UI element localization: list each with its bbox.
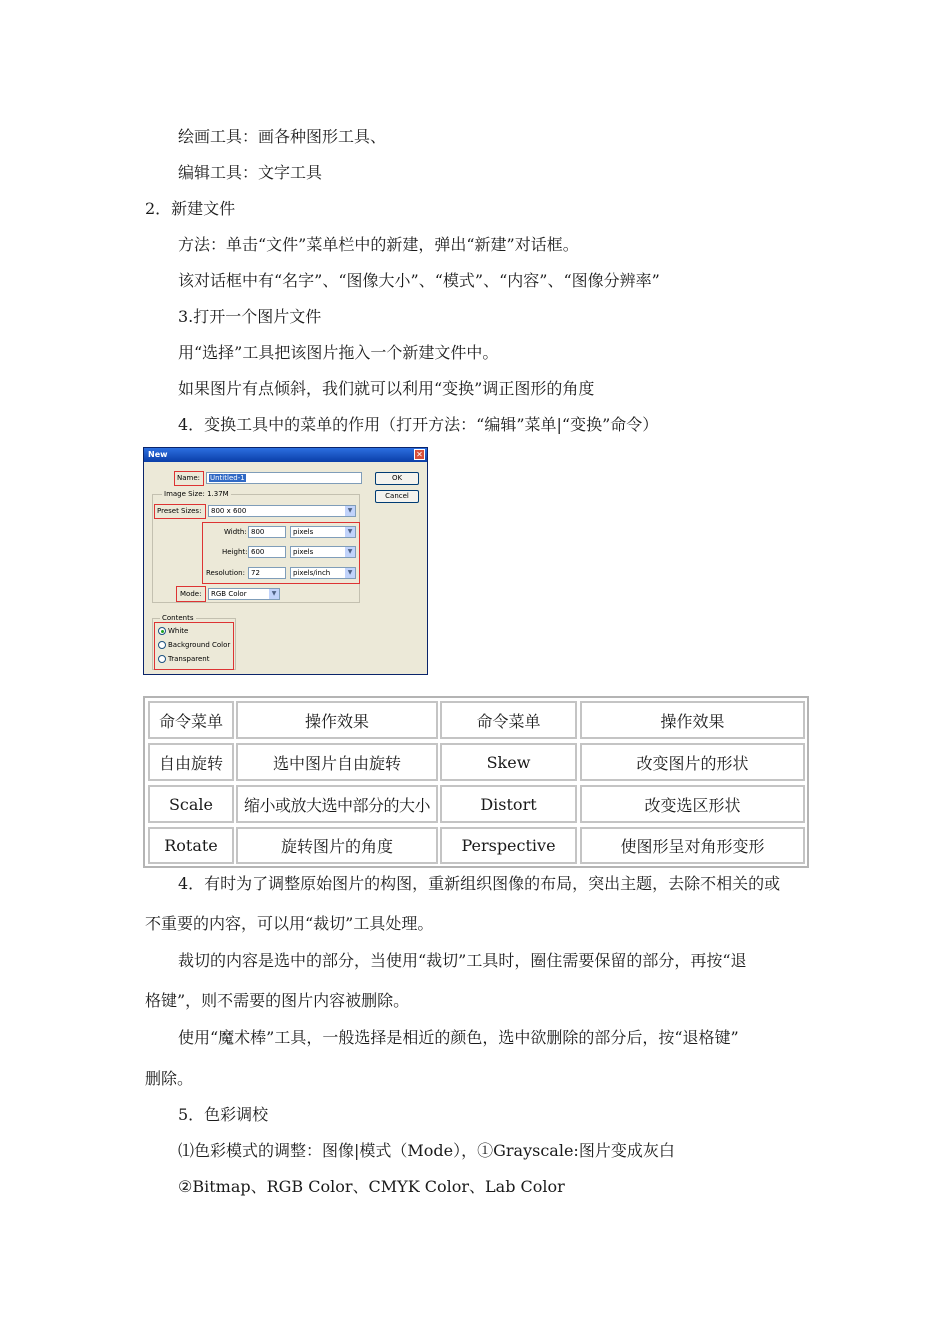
heading-open-image: 3.打开一个图片文件 <box>178 307 322 326</box>
heading-color-adjust: 5．色彩调校 <box>178 1105 269 1124</box>
cancel-button: Cancel <box>375 490 419 503</box>
chevron-down-icon: ▼ <box>345 527 355 537</box>
header-cell: 操作效果 <box>580 701 805 739</box>
height-field: 600 <box>248 546 286 558</box>
table-cell: Rotate <box>148 827 234 864</box>
close-icon: ✕ <box>414 449 425 460</box>
name-field: Untitled-1 <box>206 472 362 484</box>
radio-white: White <box>158 627 188 635</box>
paragraph-crop-detail-cont: 格键”，则不需要的图片内容被删除。 <box>145 991 410 1010</box>
table-cell: Perspective <box>440 827 577 864</box>
paragraph-magic-wand-cont: 删除。 <box>145 1069 194 1088</box>
paragraph-transform-angle: 如果图片有点倾斜，我们就可以利用“变换”调正图形的角度 <box>178 379 595 398</box>
table-cell: 使图形呈对角形变形 <box>580 827 805 864</box>
highlight-contents <box>154 622 234 670</box>
paragraph-color-mode: ⑴色彩模式的调整：图像|模式（Mode），①Grayscale:图片变成灰白 <box>178 1141 675 1160</box>
name-label: Name: <box>177 474 201 482</box>
heading-new-file: 2．新建文件 <box>145 199 236 218</box>
width-field: 800 <box>248 526 286 538</box>
paragraph-method: 方法：单击“文件”菜单栏中的新建，弹出“新建”对话框。 <box>178 235 579 254</box>
preset-select: 800 x 600 ▼ <box>208 505 356 517</box>
table-cell: 旋转图片的角度 <box>236 827 438 864</box>
paragraph-drag-image: 用“选择”工具把该图片拖入一个新建文件中。 <box>178 343 499 362</box>
chevron-down-icon: ▼ <box>269 589 279 599</box>
paragraph-paint-tools: 绘画工具：画各种图形工具、 <box>178 127 387 146</box>
paragraph-crop-intro: 4．有时为了调整原始图片的构图，重新组织图像的布局，突出主题，去除不相关的或 <box>178 874 781 893</box>
radio-transparent: Transparent <box>158 655 209 663</box>
highlight-size-fields <box>202 522 360 584</box>
paragraph-edit-tools: 编辑工具：文字工具 <box>178 163 323 182</box>
height-label: Height: <box>222 548 248 556</box>
table-cell: 缩小或放大选中部分的大小 <box>236 785 438 823</box>
command-table <box>143 696 809 868</box>
resolution-field: 72 <box>248 567 286 579</box>
dialog-titlebar: New <box>144 448 427 462</box>
radio-background-color: Background Color <box>158 641 230 649</box>
highlight-preset <box>154 504 206 519</box>
table-cell: 自由旋转 <box>148 743 234 781</box>
header-cell: 命令菜单 <box>148 701 234 739</box>
contents-label: Contents <box>162 614 194 622</box>
chevron-down-icon: ▼ <box>345 506 355 516</box>
paragraph-color-modes-list: ②Bitmap、RGB Color、CMYK Color、Lab Color <box>178 1177 565 1196</box>
table-cell: Distort <box>440 785 577 823</box>
header-cell: 操作效果 <box>236 701 438 739</box>
header-cell: 命令菜单 <box>440 701 577 739</box>
chevron-down-icon: ▼ <box>345 568 355 578</box>
image-size-label: Image Size: 1.37M <box>164 490 229 498</box>
highlight-mode <box>176 586 206 602</box>
width-unit-select: pixels ▼ <box>290 526 356 538</box>
paragraph-crop-detail: 裁切的内容是选中的部分，当使用“裁切”工具时，圈住需要保留的部分，再按“退 <box>178 951 747 970</box>
new-file-dialog-image <box>143 447 428 675</box>
table-cell: Scale <box>148 785 234 823</box>
resolution-unit-select: pixels/inch ▼ <box>290 567 356 579</box>
table-cell: 选中图片自由旋转 <box>236 743 438 781</box>
mode-select: RGB Color ▼ <box>208 588 280 600</box>
chevron-down-icon: ▼ <box>345 547 355 557</box>
resolution-label: Resolution: <box>206 569 245 577</box>
preset-label: Preset Sizes: <box>157 507 202 515</box>
mode-label: Mode: <box>180 590 202 598</box>
paragraph-crop-intro-cont: 不重要的内容，可以用“裁切”工具处理。 <box>145 914 434 933</box>
width-label: Width: <box>224 528 247 536</box>
table-cell: 改变选区形状 <box>580 785 805 823</box>
ok-button: OK <box>375 472 419 485</box>
height-unit-select: pixels ▼ <box>290 546 356 558</box>
table-cell: 改变图片的形状 <box>580 743 805 781</box>
paragraph-magic-wand: 使用“魔术棒”工具，一般选择是相近的颜色，选中欲删除的部分后，按“退格键” <box>178 1028 739 1047</box>
highlight-name <box>174 471 204 486</box>
paragraph-dialog-fields: 该对话框中有“名字”、“图像大小”、“模式”、“内容”、“图像分辨率” <box>178 271 660 290</box>
heading-transform-menu: 4．变换工具中的菜单的作用（打开方法：“编辑”菜单|“变换”命令） <box>178 415 659 434</box>
table-cell: Skew <box>440 743 577 781</box>
